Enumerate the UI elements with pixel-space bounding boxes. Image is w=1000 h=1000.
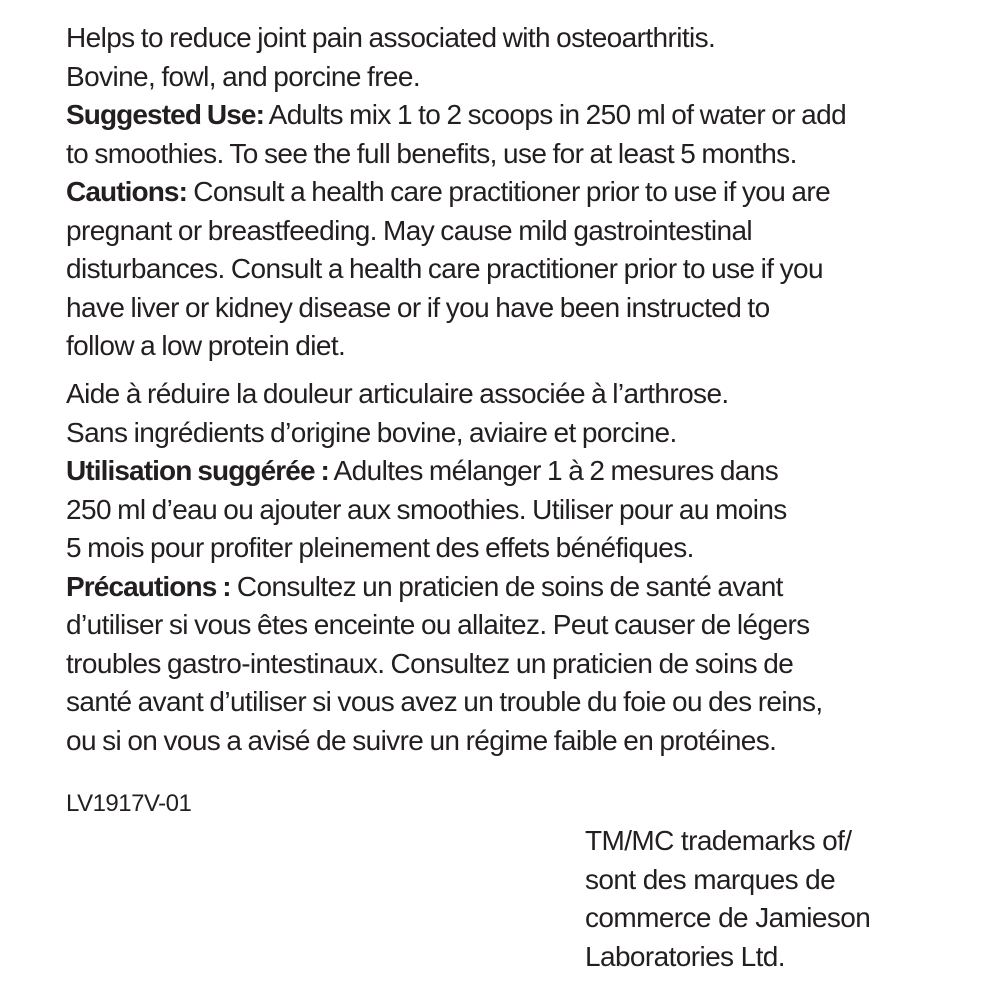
trademark-notice: [585, 822, 870, 976]
trademark-line-3: commerce de Jamieson: [585, 902, 871, 933]
cautions-label: Cautions:: [66, 176, 188, 207]
product-code: LV1917V-01: [66, 790, 192, 817]
precautions-line: [66, 568, 823, 607]
precautions-label: Précautions :: [66, 570, 231, 602]
suggested-use-text-cont: to smoothies. To see the full benefits, use for at least 5 months.: [66, 137, 797, 169]
precautions-text-cont-4: ou si on vous a avisé de suivre un régime faible en protéines.: [66, 724, 777, 756]
english-section: [66, 19, 846, 366]
utilisation-text-cont-1: 250 ml d’eau ou ajouter aux smoothies. Utiliser pour au moins: [66, 493, 787, 525]
cautions-text-cont-4: follow a low protein diet.: [66, 330, 346, 361]
suggested-use-line: [66, 96, 846, 135]
cautions-text-cont-1: pregnant or breastfeeding. May cause mild gastrointestinal: [66, 214, 753, 246]
cautions-text: Consult a health care practitioner prior to use if you are: [187, 176, 831, 207]
source-free-line: Bovine, fowl, and porcine free.: [66, 60, 421, 92]
precautions-text: Consultez un praticien de soins de santé avant: [230, 570, 783, 602]
claim-line-fr: Aide à réduire la douleur articulaire associée à l’arthrose.: [66, 378, 729, 409]
utilisation-text: Adultes mélanger 1 à 2 mesures dans: [328, 455, 779, 486]
trademark-line-4: Laboratories Ltd.: [585, 940, 785, 972]
source-free-line-fr: Sans ingrédients d’origine bovine, aviaire et porcine.: [66, 416, 677, 448]
suggested-use-label: Suggested Use:: [66, 99, 264, 130]
trademark-line-1: TM/MC trademarks of/: [585, 825, 852, 856]
cautions-text-cont-2: disturbances. Consult a health care practitioner prior to use if you: [66, 253, 823, 284]
utilisation-text-cont-2: 5 mois pour profiter pleinement des effets bénéfiques.: [66, 532, 694, 563]
trademark-line-2: sont des marques de: [585, 863, 836, 895]
claim-line: Helps to reduce joint pain associated with osteoarthritis.: [66, 22, 716, 53]
french-section: [66, 375, 823, 760]
precautions-text-cont-1: d’utiliser si vous êtes enceinte ou allaitez. Peut causer de légers: [66, 609, 810, 640]
precautions-text-cont-3: santé avant d’utiliser si vous avez un trouble du foie ou des reins,: [66, 686, 823, 717]
suggested-use-text: Adults mix 1 to 2 scoops in 250 ml of water or add: [264, 99, 847, 130]
cautions-line: [66, 173, 846, 212]
cautions-text-cont-3: have liver or kidney disease or if you have been instructed to: [66, 291, 770, 323]
precautions-text-cont-2: troubles gastro-intestinaux. Consultez un praticien de soins de: [66, 647, 794, 679]
utilisation-label: Utilisation suggérée :: [66, 455, 329, 486]
utilisation-line: [66, 452, 823, 491]
